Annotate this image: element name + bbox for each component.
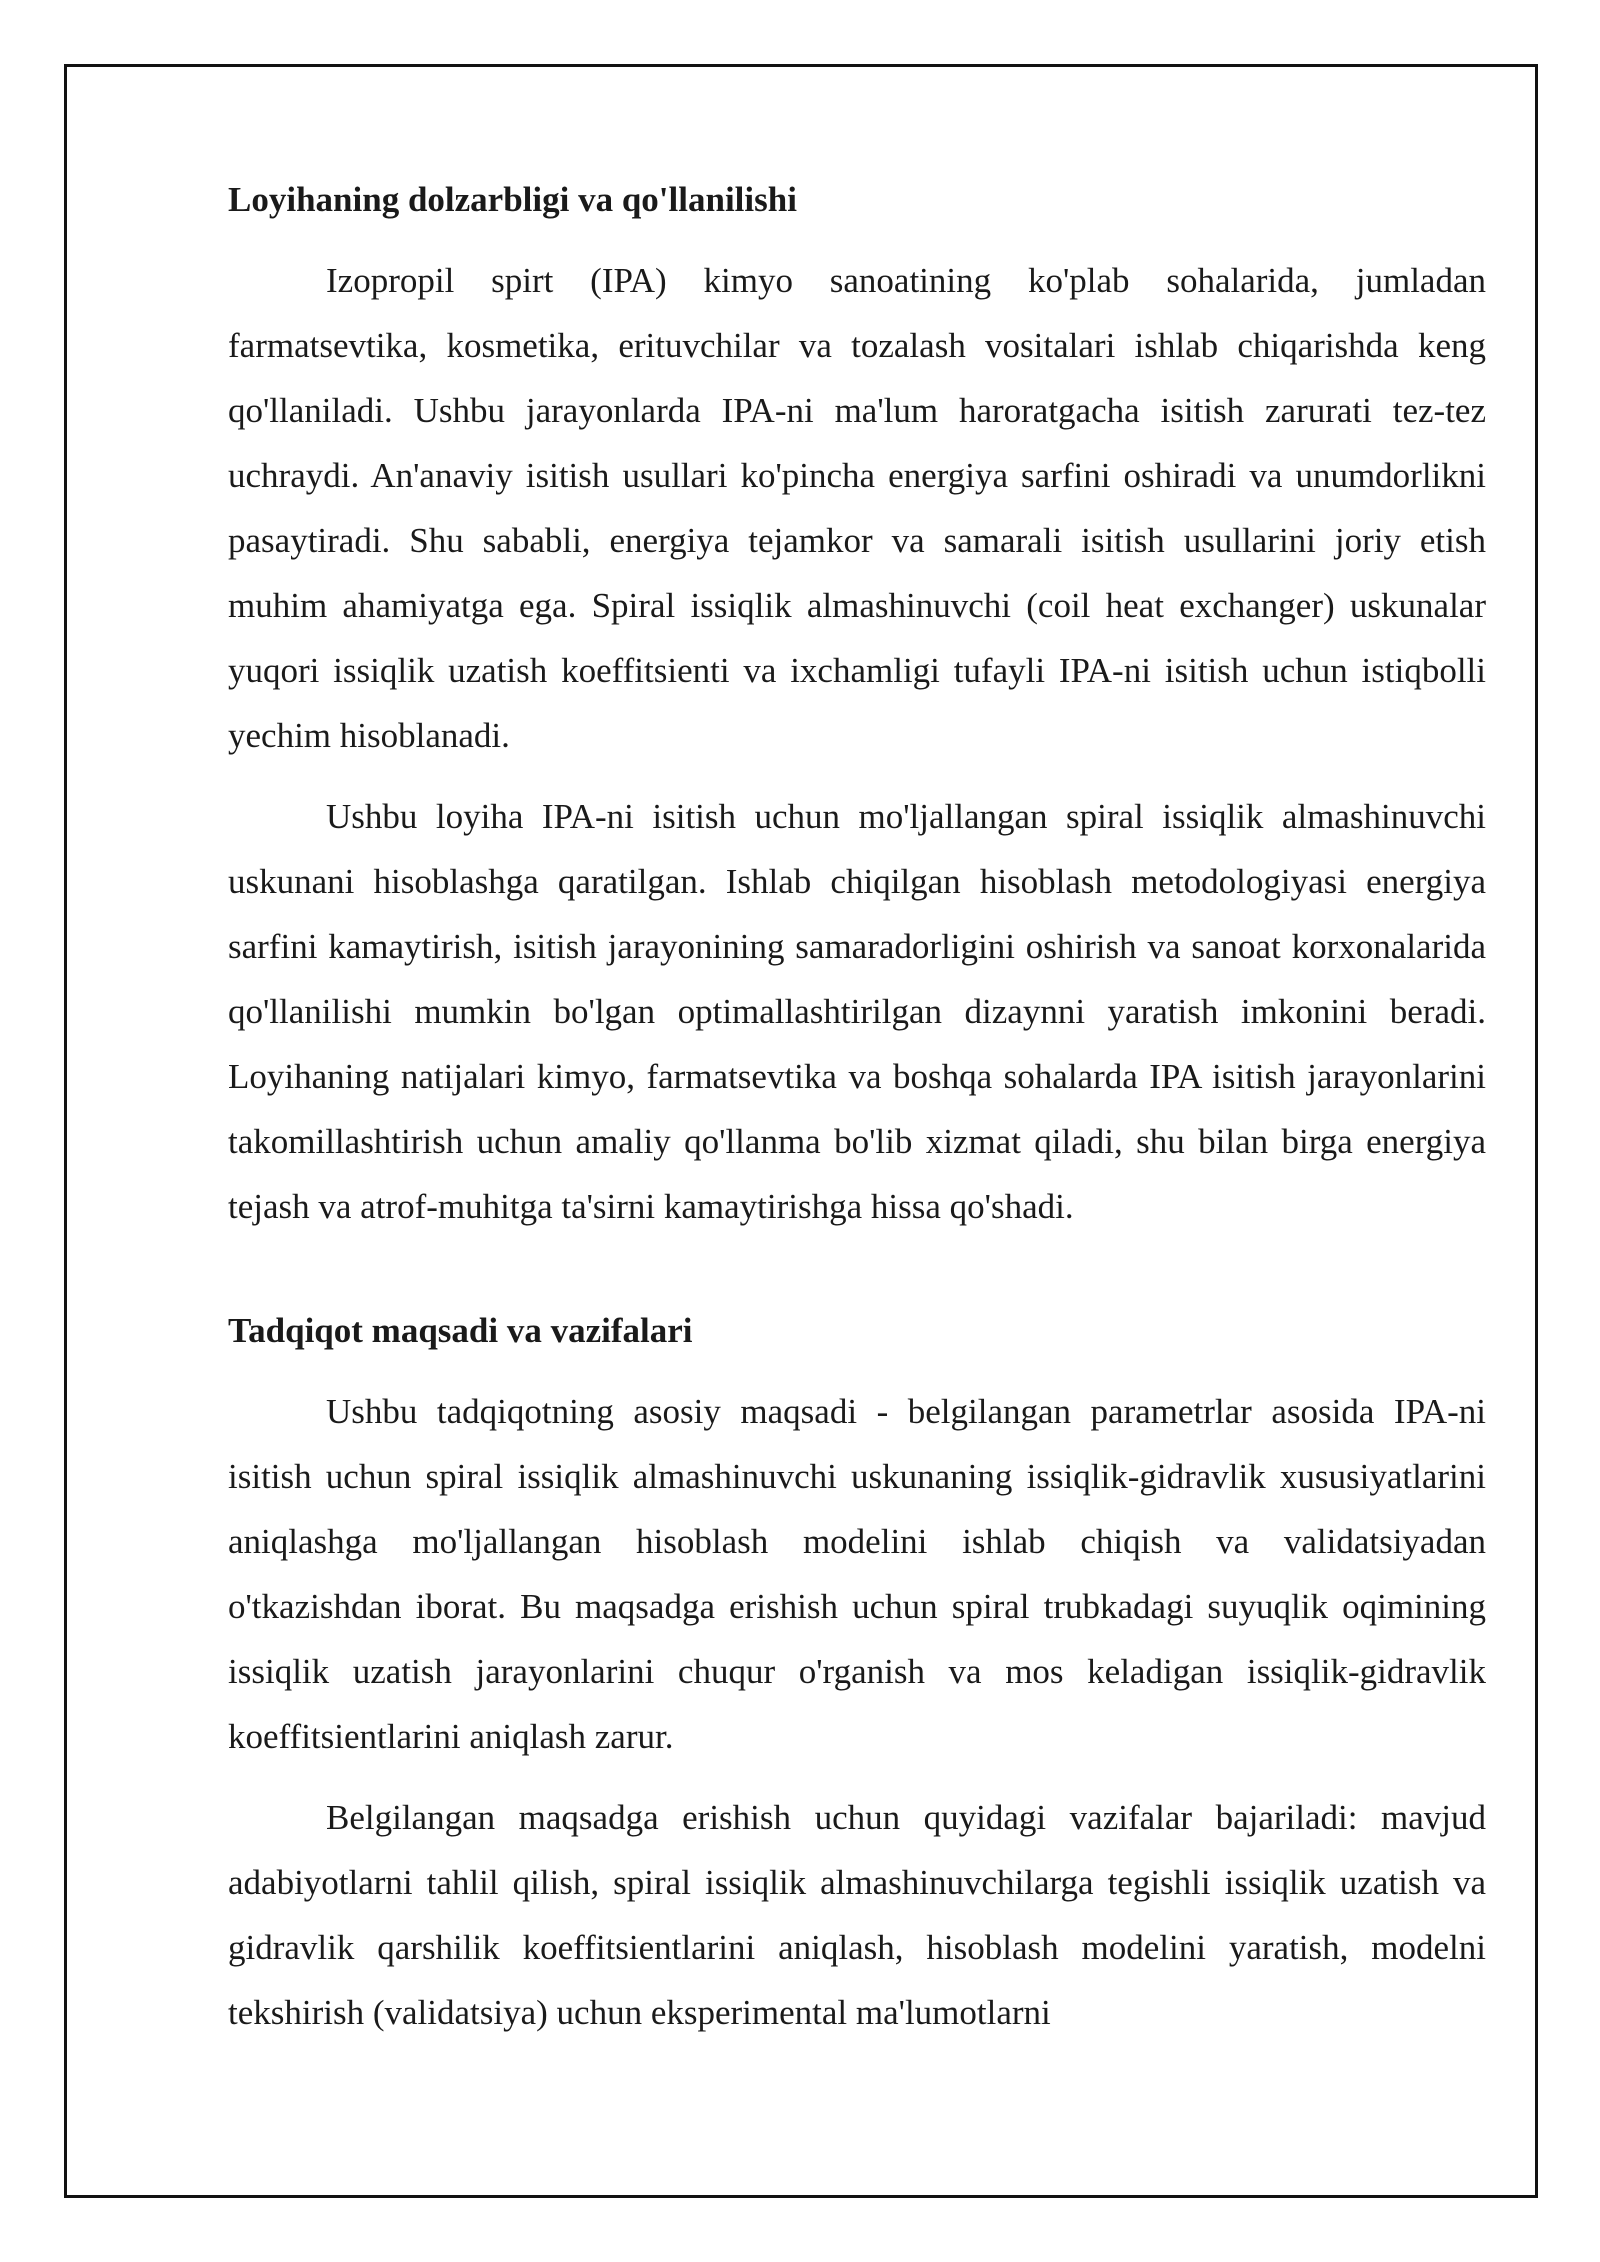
document-body <box>228 168 1486 2045</box>
section-heading-goals: Tadqiqot maqsadi va vazifalari <box>228 1311 693 1350</box>
paragraph-relevance-2: Ushbu loyiha IPA-ni isitish uchun mo'ljallangan spiral issiqlik almashinuvchi uskunani hisoblashga qaratilgan. Ishlab chiqilgan hisoblash metodologiyasi energiya sarfini kamaytirish, isitish jarayonining samaradorligini oshirish va sanoat korxonalarida qo'llanilishi mumkin bo'lgan optimallashtirilgan dizaynni yaratish imkonini beradi. Loyihaning natijalari kimyo, farmatsevtika va boshqa sohalarda IPA isitish jarayonlarini takomillashtirish uchun amaliy qo'llanma bo'lib xizmat qiladi, shu bilan birga energiya tejash va atrof-muhitga ta'sirni kamaytirishga hissa qo'shadi. <box>228 797 1486 1226</box>
paragraph-relevance-1: Izopropil spirt (IPA) kimyo sanoatining ko'plab sohalarida, jumladan farmatsevtika, kosmetika, erituvchilar va tozalash vositalari ishlab chiqarishda keng qo'llaniladi. Ushbu jarayonlarda IPA-ni ma'lum haroratgacha isitish zarurati tez-tez uchraydi. An'anaviy isitish usullari ko'pincha energiya sarfini oshiradi va unumdorlikni pasaytiradi. Shu sababli, energiya tejamkor va samarali isitish usullarini joriy etish muhim ahamiyatga ega. Spiral issiqlik almashinuvchi (coil heat exchanger) uskunalar yuqori issiqlik uzatish koeffitsienti va ixchamligi tufayli IPA-ni isitish uchun istiqbolli yechim hisoblanadi. <box>228 261 1486 755</box>
paragraph-goals-1: Ushbu tadqiqotning asosiy maqsadi - belgilangan parametrlar asosida IPA-ni isitish uchun spiral issiqlik almashinuvchi uskunaning issiqlik-gidravlik xususiyatlarini aniqlashga mo'ljallangan hisoblash modelini ishlab chiqish va validatsiyadan o'tkazishdan iborat. Bu maqsadga erishish uchun spiral trubkadagi suyuqlik oqimining issiqlik uzatish jarayonlarini chuqur o'rganish va mos keladigan issiqlik-gidravlik koeffitsientlarini aniqlash zarur. <box>228 1392 1486 1756</box>
section-heading-relevance: Loyihaning dolzarbligi va qo'llanilishi <box>228 180 797 219</box>
paragraph-goals-2: Belgilangan maqsadga erishish uchun quyidagi vazifalar bajariladi: mavjud adabiyotlarni tahlil qilish, spiral issiqlik almashinuvchilarga tegishli issiqlik uzatish va gidravlik qarshilik koeffitsientlarini aniqlash, hisoblash modelini yaratish, modelni tekshirish (validatsiya) uchun eksperimental ma'lumotlarni <box>228 1798 1486 2032</box>
